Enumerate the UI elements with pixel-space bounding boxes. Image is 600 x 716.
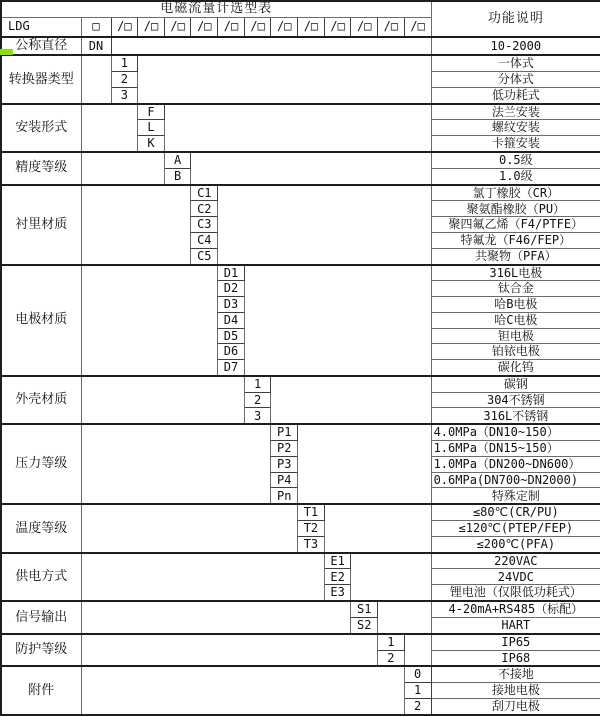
code-slot-cell: /□ <box>324 17 351 37</box>
option-code-cell: D6 <box>218 344 245 360</box>
option-code-cell: P4 <box>271 472 298 488</box>
category-label: 外壳材质 <box>1 376 81 424</box>
function-desc-cell: 分体式 <box>431 71 600 87</box>
option-code-cell: C1 <box>191 185 218 201</box>
function-desc-cell: 法兰安装 <box>431 104 600 120</box>
function-desc-cell: 1.0MPa（DN200~DN600） <box>431 456 600 472</box>
spacer-cell <box>244 265 431 376</box>
spacer-cell <box>81 104 138 152</box>
function-desc-cell: 刮刀电极 <box>431 698 600 715</box>
category-label: 安装形式 <box>1 104 81 152</box>
function-desc-cell: 316L电极 <box>431 265 600 281</box>
function-desc-cell: 铂铱电极 <box>431 344 600 360</box>
function-desc-cell: 316L不锈钢 <box>431 408 600 424</box>
function-desc-cell: 24VDC <box>431 569 600 585</box>
option-code-cell: F <box>138 104 165 120</box>
category-label: 温度等级 <box>1 504 81 552</box>
function-desc-cell: 0.5级 <box>431 152 600 168</box>
spacer-cell <box>324 504 431 552</box>
code-slot-cell: /□ <box>244 17 271 37</box>
option-code-cell: E2 <box>324 569 351 585</box>
spacer-cell <box>218 185 431 265</box>
code-slot-cell: /□ <box>404 17 431 37</box>
option-code-cell: DN <box>81 37 111 55</box>
option-code-cell: 2 <box>378 650 405 666</box>
spacer-cell <box>81 152 164 185</box>
model-prefix-cell: LDG <box>1 17 81 37</box>
option-code-cell: P3 <box>271 456 298 472</box>
option-code-cell: C3 <box>191 217 218 233</box>
option-code-cell: C4 <box>191 232 218 248</box>
screen-artifact-green <box>0 49 13 55</box>
option-code-cell: B <box>164 168 191 184</box>
function-desc-cell: ≤200℃(PFA) <box>431 536 600 552</box>
spacer-cell <box>138 55 431 103</box>
spacer-cell <box>271 376 431 424</box>
function-desc-cell: 1.6MPa（DN15~150） <box>431 441 600 457</box>
function-desc-cell: 特氟龙（F46/FEP） <box>431 232 600 248</box>
function-desc-cell: 锂电池（仅限低功耗式） <box>431 585 600 601</box>
function-desc-cell: 聚四氟乙烯（F4/PTFE） <box>431 217 600 233</box>
spacer-cell <box>164 104 431 152</box>
option-code-cell: C2 <box>191 201 218 217</box>
spacer-cell <box>404 634 431 667</box>
spacer-cell <box>81 666 404 715</box>
table-title: 电磁流量计选型表 <box>1 1 431 17</box>
option-code-cell: E3 <box>324 585 351 601</box>
function-desc-cell: 聚氨酯橡胶（PU） <box>431 201 600 217</box>
function-desc-cell: 碳化钨 <box>431 360 600 376</box>
code-slot-cell: /□ <box>138 17 165 37</box>
function-desc-cell: ≤80℃(CR/PU) <box>431 504 600 520</box>
function-desc-cell: 氯丁橡胶（CR） <box>431 185 600 201</box>
function-desc-cell: 4.0MPa（DN10~150） <box>431 424 600 440</box>
function-desc-cell: ≤120℃(PTEP/FEP) <box>431 521 600 537</box>
function-desc-cell: IP65 <box>431 634 600 650</box>
function-desc-cell: 哈B电极 <box>431 297 600 313</box>
function-desc-cell: 特殊定制 <box>431 488 600 504</box>
option-code-cell: T1 <box>298 504 325 520</box>
function-desc-cell: 螺纹安装 <box>431 120 600 136</box>
spacer-cell <box>81 265 218 376</box>
option-code-cell: 1 <box>378 634 405 650</box>
function-desc-cell: 10-2000 <box>431 37 600 55</box>
spacer-cell <box>378 601 432 634</box>
function-desc-cell: 共聚物（PFA） <box>431 248 600 264</box>
option-code-cell: 1 <box>404 683 431 699</box>
option-code-cell: 2 <box>244 392 271 408</box>
function-desc-cell: 一体式 <box>431 55 600 71</box>
category-label: 信号输出 <box>1 601 81 634</box>
function-desc-cell: 钛合金 <box>431 281 600 297</box>
option-code-cell: T2 <box>298 521 325 537</box>
category-label: 衬里材质 <box>1 185 81 265</box>
option-code-cell: S2 <box>351 617 378 633</box>
function-desc-cell: 4-20mA+RS485（标配） <box>431 601 600 617</box>
function-desc-cell: 低功耗式 <box>431 87 600 103</box>
function-desc-cell: HART <box>431 617 600 633</box>
function-desc-cell: 接地电极 <box>431 683 600 699</box>
option-code-cell: D2 <box>218 281 245 297</box>
option-code-cell: K <box>138 136 165 152</box>
function-desc-cell: 0.6MPa(DN700~DN2000) <box>431 472 600 488</box>
spacer-cell <box>81 553 324 601</box>
option-code-cell: 1 <box>111 55 138 71</box>
code-slot-cell: /□ <box>271 17 298 37</box>
category-label: 防护等级 <box>1 634 81 667</box>
code-slot-cell: /□ <box>378 17 405 37</box>
option-code-cell: D4 <box>218 312 245 328</box>
function-desc-cell: 哈C电极 <box>431 312 600 328</box>
category-label: 公称直径 <box>1 37 81 55</box>
function-desc-cell: 不接地 <box>431 666 600 682</box>
code-slot-cell: /□ <box>351 17 378 37</box>
option-code-cell: Pn <box>271 488 298 504</box>
code-box-cell: □ <box>81 17 111 37</box>
spacer-cell <box>81 376 244 424</box>
function-desc-cell: 卡箍安装 <box>431 136 600 152</box>
spacer-cell <box>81 504 298 552</box>
function-desc-cell: 碳钢 <box>431 376 600 392</box>
option-code-cell: 3 <box>111 87 138 103</box>
code-slot-cell: /□ <box>218 17 245 37</box>
option-code-cell: 1 <box>244 376 271 392</box>
function-desc-cell: IP68 <box>431 650 600 666</box>
category-label: 电极材质 <box>1 265 81 376</box>
code-slot-cell: /□ <box>298 17 325 37</box>
code-slot-cell: /□ <box>191 17 218 37</box>
function-desc-cell: 220VAC <box>431 553 600 569</box>
option-code-cell: P2 <box>271 441 298 457</box>
option-code-cell: 2 <box>404 698 431 715</box>
option-code-cell: 3 <box>244 408 271 424</box>
category-label: 转换器类型 <box>1 55 81 103</box>
option-code-cell: P1 <box>271 424 298 440</box>
option-code-cell: L <box>138 120 165 136</box>
option-code-cell: D7 <box>218 360 245 376</box>
option-code-cell: E1 <box>324 553 351 569</box>
spacer-cell <box>111 37 431 55</box>
option-code-cell: 0 <box>404 666 431 682</box>
category-label: 精度等级 <box>1 152 81 185</box>
spacer-cell <box>351 553 431 601</box>
category-label: 压力等级 <box>1 424 81 504</box>
spacer-cell <box>191 152 431 185</box>
spacer-cell <box>81 55 111 103</box>
spacer-cell <box>81 601 351 634</box>
option-code-cell: S1 <box>351 601 378 617</box>
option-code-cell: A <box>164 152 191 168</box>
option-code-cell: 2 <box>111 71 138 87</box>
spacer-cell <box>81 185 191 265</box>
spacer-cell <box>81 634 378 667</box>
function-desc-cell: 钽电极 <box>431 328 600 344</box>
spacer-cell <box>81 424 271 504</box>
function-desc-cell: 304不锈钢 <box>431 392 600 408</box>
spacer-cell <box>298 424 431 504</box>
option-code-cell: D1 <box>218 265 245 281</box>
option-code-cell: D3 <box>218 297 245 313</box>
category-label: 附件 <box>1 666 81 715</box>
option-code-cell: T3 <box>298 536 325 552</box>
code-slot-cell: /□ <box>164 17 191 37</box>
code-slot-cell: /□ <box>111 17 138 37</box>
option-code-cell: D5 <box>218 328 245 344</box>
function-desc-cell: 1.0级 <box>431 168 600 184</box>
option-code-cell: C5 <box>191 248 218 264</box>
category-label: 供电方式 <box>1 553 81 601</box>
function-column-header: 功能说明 <box>431 1 600 37</box>
